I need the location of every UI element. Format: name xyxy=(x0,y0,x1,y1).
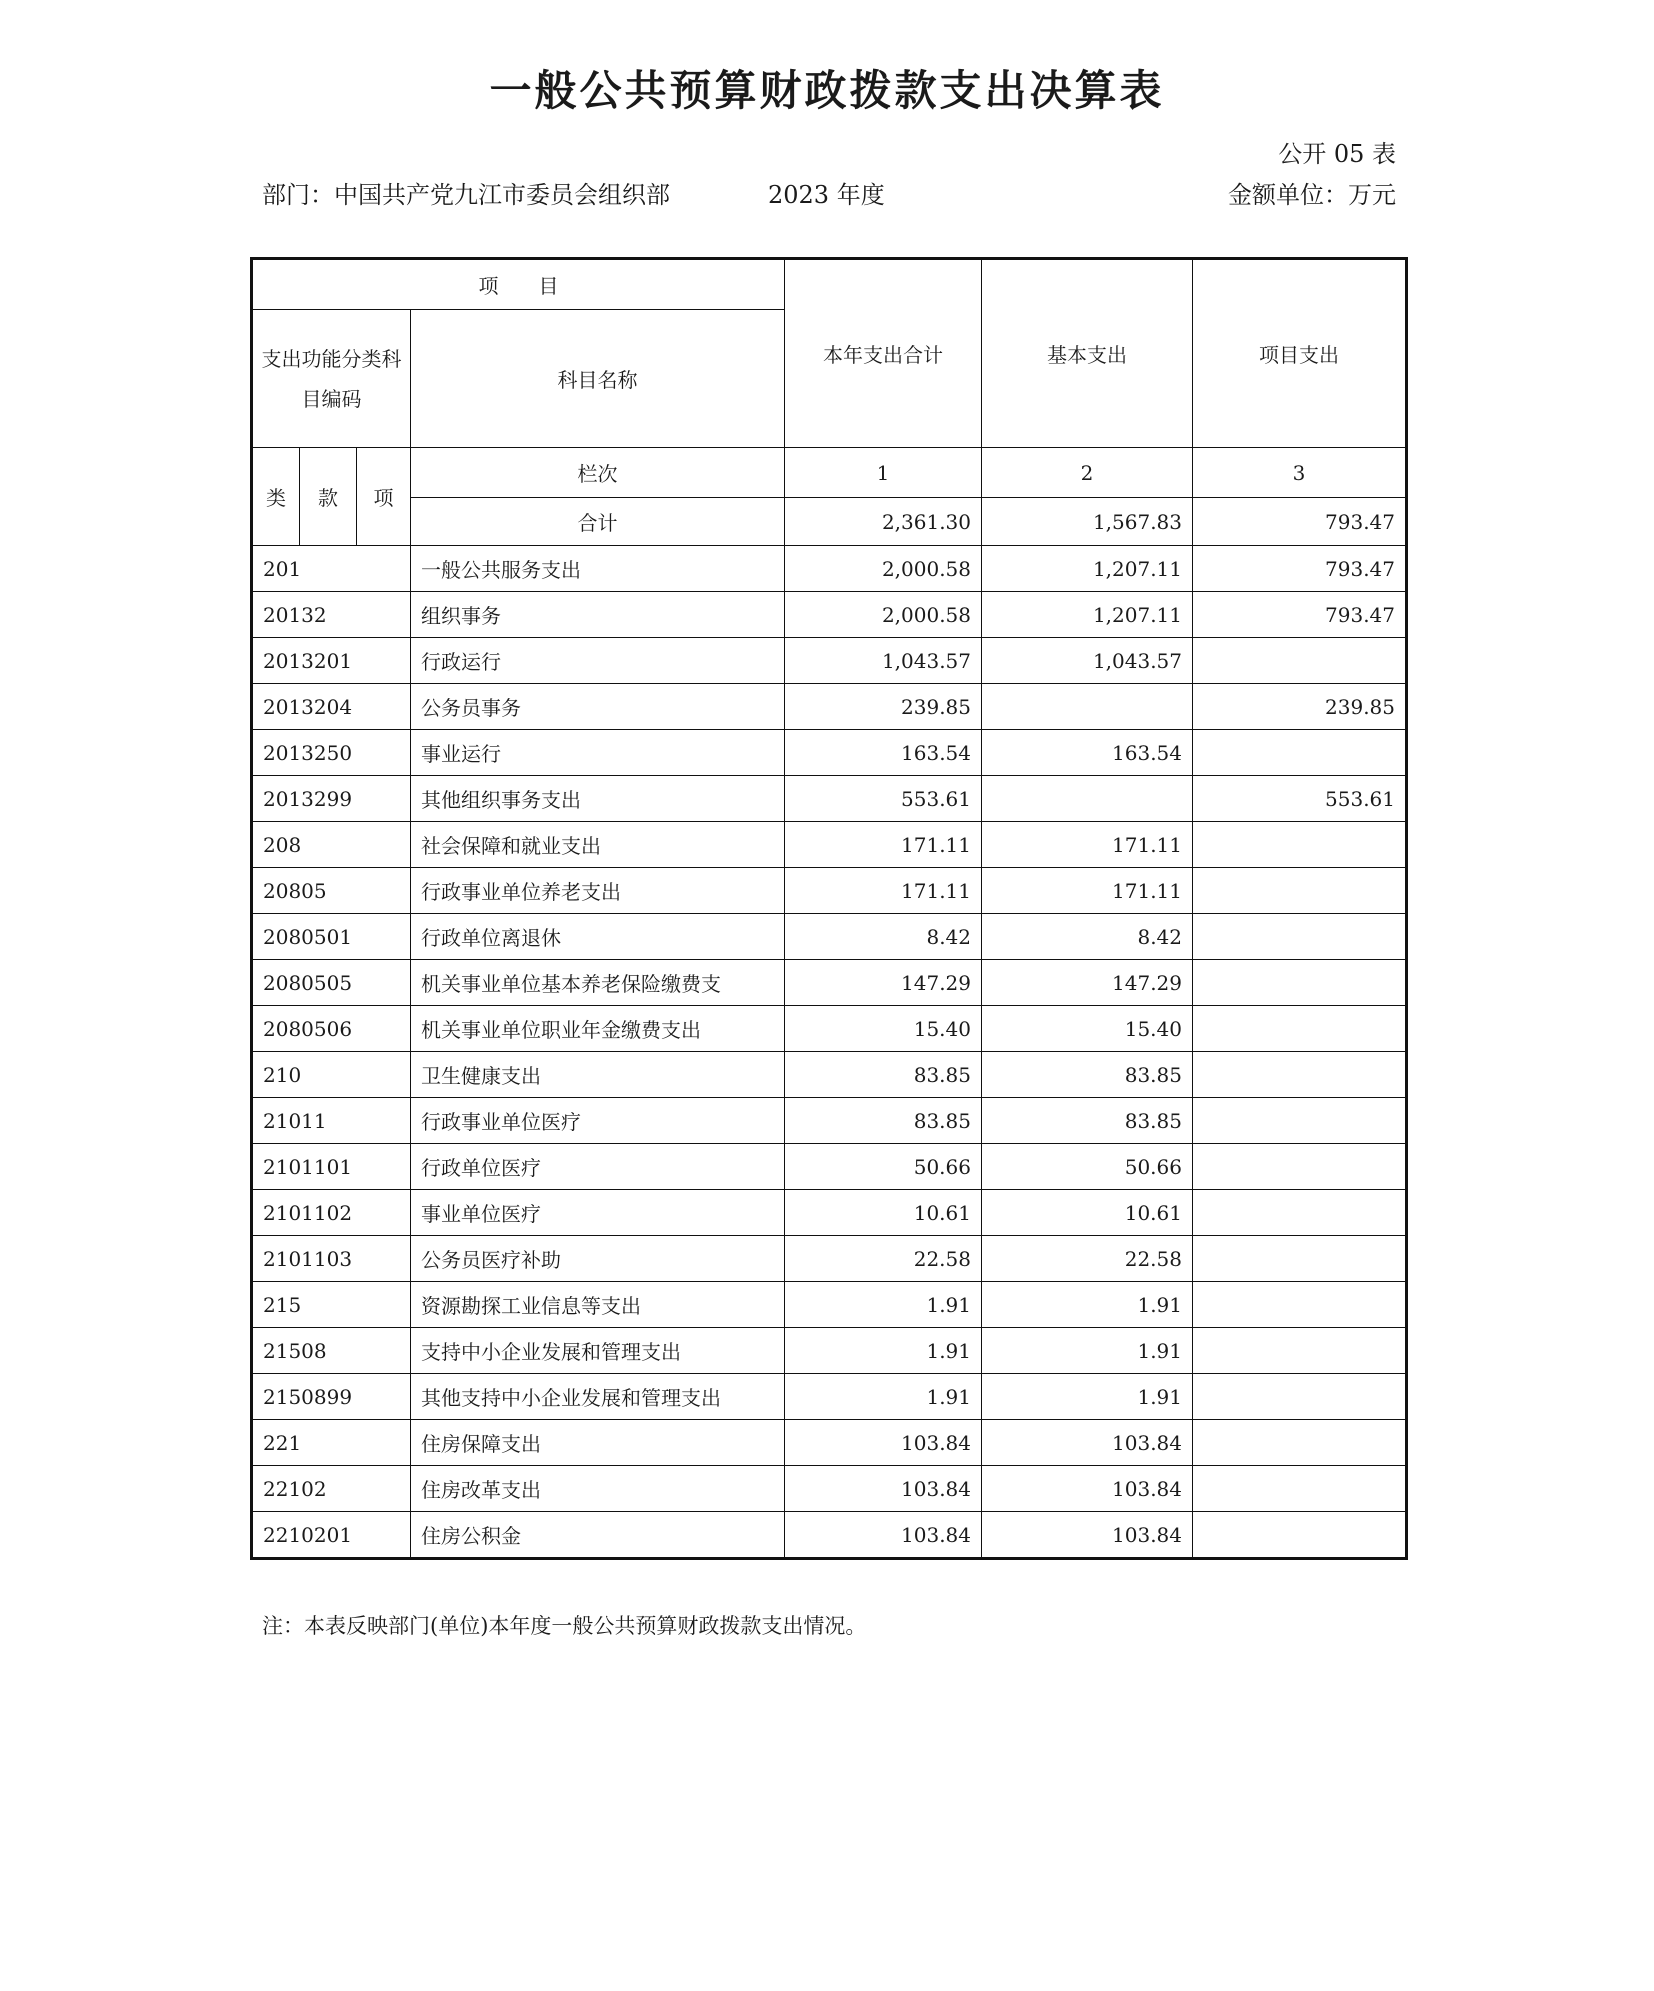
row-name: 机关事业单位职业年金缴费支出 xyxy=(411,1006,785,1052)
row-code: 21508 xyxy=(252,1328,411,1374)
row-name: 组织事务 xyxy=(411,592,785,638)
row-basic: 22.58 xyxy=(982,1236,1193,1282)
table-row xyxy=(252,1374,1407,1420)
row-basic xyxy=(982,776,1193,822)
header-kuan: 款 xyxy=(300,448,357,546)
row-name: 行政事业单位医疗 xyxy=(411,1098,785,1144)
row-code: 2101103 xyxy=(252,1236,411,1282)
sum-label: 合计 xyxy=(411,498,785,546)
row-project xyxy=(1193,1420,1407,1466)
row-basic: 103.84 xyxy=(982,1420,1193,1466)
unit-label: 金额单位：万元 xyxy=(1228,181,1396,209)
row-total: 83.85 xyxy=(785,1098,982,1144)
row-total: 239.85 xyxy=(785,684,982,730)
table-row xyxy=(252,1144,1407,1190)
row-total: 171.11 xyxy=(785,822,982,868)
table-row xyxy=(252,960,1407,1006)
table-row xyxy=(252,822,1407,868)
row-code: 20132 xyxy=(252,592,411,638)
table-row xyxy=(252,730,1407,776)
row-basic: 1.91 xyxy=(982,1328,1193,1374)
row-total: 1.91 xyxy=(785,1282,982,1328)
year-label: 2023 年度 xyxy=(768,181,885,209)
row-code: 2101102 xyxy=(252,1190,411,1236)
row-total: 1,043.57 xyxy=(785,638,982,684)
row-project xyxy=(1193,822,1407,868)
row-basic: 83.85 xyxy=(982,1052,1193,1098)
row-name: 事业单位医疗 xyxy=(411,1190,785,1236)
table-row xyxy=(252,868,1407,914)
row-basic xyxy=(982,684,1193,730)
row-name: 行政单位医疗 xyxy=(411,1144,785,1190)
row-basic: 8.42 xyxy=(982,914,1193,960)
expenditure-table xyxy=(250,257,1408,1560)
row-code: 2101101 xyxy=(252,1144,411,1190)
row-total: 553.61 xyxy=(785,776,982,822)
row-code: 22102 xyxy=(252,1466,411,1512)
row-basic: 83.85 xyxy=(982,1098,1193,1144)
row-basic: 103.84 xyxy=(982,1512,1193,1559)
row-code: 20805 xyxy=(252,868,411,914)
row-code: 2150899 xyxy=(252,1374,411,1420)
row-name: 卫生健康支出 xyxy=(411,1052,785,1098)
row-name: 住房保障支出 xyxy=(411,1420,785,1466)
row-basic: 15.40 xyxy=(982,1006,1193,1052)
header-column-no: 栏次 xyxy=(411,448,785,498)
row-name: 机关事业单位基本养老保险缴费支 xyxy=(411,960,785,1006)
row-project xyxy=(1193,1098,1407,1144)
row-code: 2080501 xyxy=(252,914,411,960)
row-project xyxy=(1193,1236,1407,1282)
row-total: 171.11 xyxy=(785,868,982,914)
row-basic: 1,207.11 xyxy=(982,546,1193,592)
row-total: 22.58 xyxy=(785,1236,982,1282)
table-row xyxy=(252,592,1407,638)
header-code-group: 支出功能分类科目编码 xyxy=(252,310,411,448)
row-code: 21011 xyxy=(252,1098,411,1144)
row-total: 103.84 xyxy=(785,1420,982,1466)
row-name: 社会保障和就业支出 xyxy=(411,822,785,868)
row-basic: 1,043.57 xyxy=(982,638,1193,684)
row-project: 553.61 xyxy=(1193,776,1407,822)
table-row xyxy=(252,1098,1407,1144)
row-code: 208 xyxy=(252,822,411,868)
row-project: 793.47 xyxy=(1193,546,1407,592)
row-basic: 50.66 xyxy=(982,1144,1193,1190)
sum-project: 793.47 xyxy=(1193,498,1407,546)
row-total: 8.42 xyxy=(785,914,982,960)
row-name: 一般公共服务支出 xyxy=(411,546,785,592)
row-code: 201 xyxy=(252,546,411,592)
row-project: 793.47 xyxy=(1193,592,1407,638)
row-total: 1.91 xyxy=(785,1328,982,1374)
row-project xyxy=(1193,1328,1407,1374)
row-name: 支持中小企业发展和管理支出 xyxy=(411,1328,785,1374)
table-row xyxy=(252,776,1407,822)
row-basic: 1.91 xyxy=(982,1374,1193,1420)
row-project xyxy=(1193,638,1407,684)
header-col3: 3 xyxy=(1193,448,1407,498)
row-code: 2013299 xyxy=(252,776,411,822)
table-row xyxy=(252,546,1407,592)
row-basic: 171.11 xyxy=(982,822,1193,868)
row-name: 行政事业单位养老支出 xyxy=(411,868,785,914)
row-total: 103.84 xyxy=(785,1512,982,1559)
table-row xyxy=(252,638,1407,684)
form-code: 公开 05 表 xyxy=(1278,140,1396,168)
row-total: 15.40 xyxy=(785,1006,982,1052)
header-project: 项 目 xyxy=(252,259,785,310)
row-project xyxy=(1193,1282,1407,1328)
table-row xyxy=(252,1006,1407,1052)
row-code: 2013250 xyxy=(252,730,411,776)
row-project xyxy=(1193,1006,1407,1052)
table-row xyxy=(252,1420,1407,1466)
row-name: 其他支持中小企业发展和管理支出 xyxy=(411,1374,785,1420)
table-row xyxy=(252,1282,1407,1328)
row-project xyxy=(1193,1052,1407,1098)
header-basic: 基本支出 xyxy=(982,259,1193,448)
row-code: 221 xyxy=(252,1420,411,1466)
row-code: 210 xyxy=(252,1052,411,1098)
row-name: 住房公积金 xyxy=(411,1512,785,1559)
row-code: 2013201 xyxy=(252,638,411,684)
table-row xyxy=(252,1052,1407,1098)
table-row xyxy=(252,1512,1407,1559)
sum-total: 2,361.30 xyxy=(785,498,982,546)
row-basic: 163.54 xyxy=(982,730,1193,776)
row-project xyxy=(1193,1374,1407,1420)
row-name: 事业运行 xyxy=(411,730,785,776)
row-basic: 103.84 xyxy=(982,1466,1193,1512)
header-xiang: 项 xyxy=(357,448,411,546)
row-basic: 171.11 xyxy=(982,868,1193,914)
row-project xyxy=(1193,914,1407,960)
row-name: 行政单位离退休 xyxy=(411,914,785,960)
row-total: 163.54 xyxy=(785,730,982,776)
row-name: 行政运行 xyxy=(411,638,785,684)
table-row xyxy=(252,1190,1407,1236)
row-project xyxy=(1193,730,1407,776)
row-total: 2,000.58 xyxy=(785,546,982,592)
department-label: 部门：中国共产党九江市委员会组织部 xyxy=(262,181,670,209)
header-name: 科目名称 xyxy=(411,310,785,448)
row-project xyxy=(1193,868,1407,914)
row-total: 103.84 xyxy=(785,1466,982,1512)
row-total: 10.61 xyxy=(785,1190,982,1236)
row-code: 2080505 xyxy=(252,960,411,1006)
header-lei: 类 xyxy=(252,448,300,546)
table-row xyxy=(252,684,1407,730)
row-project xyxy=(1193,1512,1407,1559)
table-row xyxy=(252,1466,1407,1512)
row-project xyxy=(1193,1144,1407,1190)
table-row xyxy=(252,1328,1407,1374)
row-name: 其他组织事务支出 xyxy=(411,776,785,822)
row-basic: 147.29 xyxy=(982,960,1193,1006)
row-basic: 10.61 xyxy=(982,1190,1193,1236)
table-row xyxy=(252,1236,1407,1282)
row-total: 2,000.58 xyxy=(785,592,982,638)
row-project: 239.85 xyxy=(1193,684,1407,730)
row-basic: 1,207.11 xyxy=(982,592,1193,638)
row-code: 2080506 xyxy=(252,1006,411,1052)
page-title: 一般公共预算财政拨款支出决算表 xyxy=(489,66,1165,115)
header-total: 本年支出合计 xyxy=(785,259,982,448)
row-code: 2210201 xyxy=(252,1512,411,1559)
row-project xyxy=(1193,960,1407,1006)
header-col1: 1 xyxy=(785,448,982,498)
table-row xyxy=(252,914,1407,960)
row-code: 2013204 xyxy=(252,684,411,730)
row-basic: 1.91 xyxy=(982,1282,1193,1328)
row-project xyxy=(1193,1190,1407,1236)
row-name: 资源勘探工业信息等支出 xyxy=(411,1282,785,1328)
footnote: 注：本表反映部门(单位)本年度一般公共预算财政拨款支出情况。 xyxy=(262,1614,867,1638)
row-total: 1.91 xyxy=(785,1374,982,1420)
sum-basic: 1,567.83 xyxy=(982,498,1193,546)
row-total: 147.29 xyxy=(785,960,982,1006)
row-code: 215 xyxy=(252,1282,411,1328)
row-name: 公务员事务 xyxy=(411,684,785,730)
row-name: 公务员医疗补助 xyxy=(411,1236,785,1282)
header-project-expenditure: 项目支出 xyxy=(1193,259,1407,448)
row-name: 住房改革支出 xyxy=(411,1466,785,1512)
row-project xyxy=(1193,1466,1407,1512)
row-total: 50.66 xyxy=(785,1144,982,1190)
row-total: 83.85 xyxy=(785,1052,982,1098)
header-col2: 2 xyxy=(982,448,1193,498)
